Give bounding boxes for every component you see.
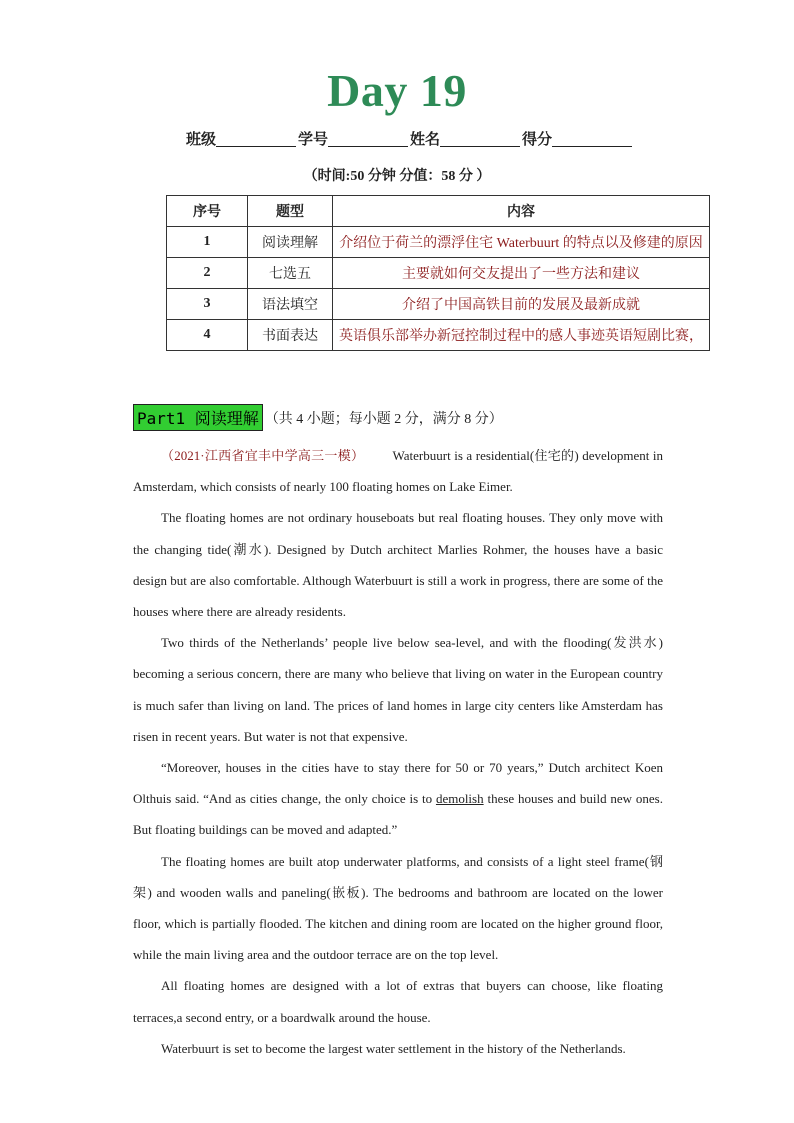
overview-table xyxy=(166,195,710,351)
score-blank xyxy=(552,132,632,147)
underlined-word: demolish xyxy=(435,791,484,807)
paragraph-text: these houses and build new ones. But floating buildings can be moved and adapted.” xyxy=(133,791,663,838)
row-type: 语法填空 xyxy=(248,289,333,320)
passage-paragraph-7: Waterbuurt is set to become the largest water settlement in the history of the Netherlands. xyxy=(161,1040,626,1056)
row-type: 书面表达 xyxy=(248,320,333,351)
name-blank xyxy=(440,132,520,147)
header-num: 序号 xyxy=(167,196,248,227)
passage-paragraph-2: The floating homes are not ordinary houseboats but real floating houses. They only move with the changing tide(潮水). Designed by Dutch architect Marlies Rohmer, the houses have a basic design but are also comfortable. Although Waterbuurt is still a work in progress, there are some of the houses where there are already residents. xyxy=(133,510,663,620)
row-num: 4 xyxy=(167,320,248,351)
row-content: 英语俱乐部举办新冠控制过程中的感人事迹英语短剧比赛， xyxy=(333,320,710,351)
name-label: 姓名 xyxy=(410,132,441,148)
class-label: 班级 xyxy=(186,132,217,148)
header-type: 题型 xyxy=(248,196,333,227)
row-type: 阅读理解 xyxy=(248,227,333,258)
passage-paragraph-1 xyxy=(133,440,663,502)
paragraph-text: Waterbuurt is a residential(住宅的) development in Amsterdam, which consists of nearly 100 floating homes on Lake Eimer. xyxy=(133,448,663,495)
row-num: 2 xyxy=(167,258,248,289)
time-score-note: （时间:50 分钟 分值：58 分 ） xyxy=(303,169,491,184)
id-label: 学号 xyxy=(298,132,329,148)
row-num: 3 xyxy=(167,289,248,320)
class-blank xyxy=(216,132,296,147)
part1-note: （共 4 小题；每小题 2 分，满分 8 分） xyxy=(264,411,503,427)
paragraph-text: “Moreover, houses in the cities have to stay there for 50 or 70 years,” Dutch architect Koen Olthuis said. “And as cities change, the only choice is to xyxy=(133,760,663,807)
header-content: 内容 xyxy=(333,196,710,227)
table-row xyxy=(167,227,710,258)
passage-source: （2021·江西省宜丰中学高三一模） xyxy=(161,448,365,463)
row-content: 介绍了中国高铁目前的发展及最新成就 xyxy=(333,289,710,320)
student-info-line xyxy=(186,128,634,149)
score-label: 得分 xyxy=(522,132,553,148)
part1-tag: Part1 阅读理解 xyxy=(133,404,263,431)
table-row xyxy=(167,258,710,289)
row-num: 1 xyxy=(167,227,248,258)
table-row xyxy=(167,289,710,320)
reading-passage xyxy=(133,440,663,1064)
passage-paragraph-5: The floating homes are built atop underwater platforms, and consists of a light steel frame(钢架) and wooden walls and paneling(嵌板). The bedrooms and bathroom are located on the lower floor, which is partially flooded. The kitchen and dining room are located on the higher ground floor, while the main living area and the outdoor terrace are on the top level. xyxy=(133,853,663,963)
table-header-row xyxy=(167,196,710,227)
row-content: 介绍位于荷兰的漂浮住宅 Waterbuurt 的特点以及修建的原因 xyxy=(333,227,710,258)
passage-paragraph-3: Two thirds of the Netherlands’ people live below sea-level, and with the flooding(发洪水) becoming a serious concern, there are many who believe that living on water in the European country is much safer than living on land. The prices of land homes in large city centers like Amsterdam has risen in recent years. But water is not that expensive. xyxy=(133,635,663,744)
passage-paragraph-4 xyxy=(133,752,663,846)
row-content: 主要就如何交友提出了一些方法和建议 xyxy=(333,258,710,289)
row-type: 七选五 xyxy=(248,258,333,289)
table-row xyxy=(167,320,710,351)
id-blank xyxy=(328,132,408,147)
page-title: Day 19 xyxy=(327,65,467,116)
passage-paragraph-6: All floating homes are designed with a lot of extras that buyers can choose, like floating terraces,a second entry, or a boardwalk around the house. xyxy=(133,978,663,1025)
part1-header xyxy=(133,404,503,431)
